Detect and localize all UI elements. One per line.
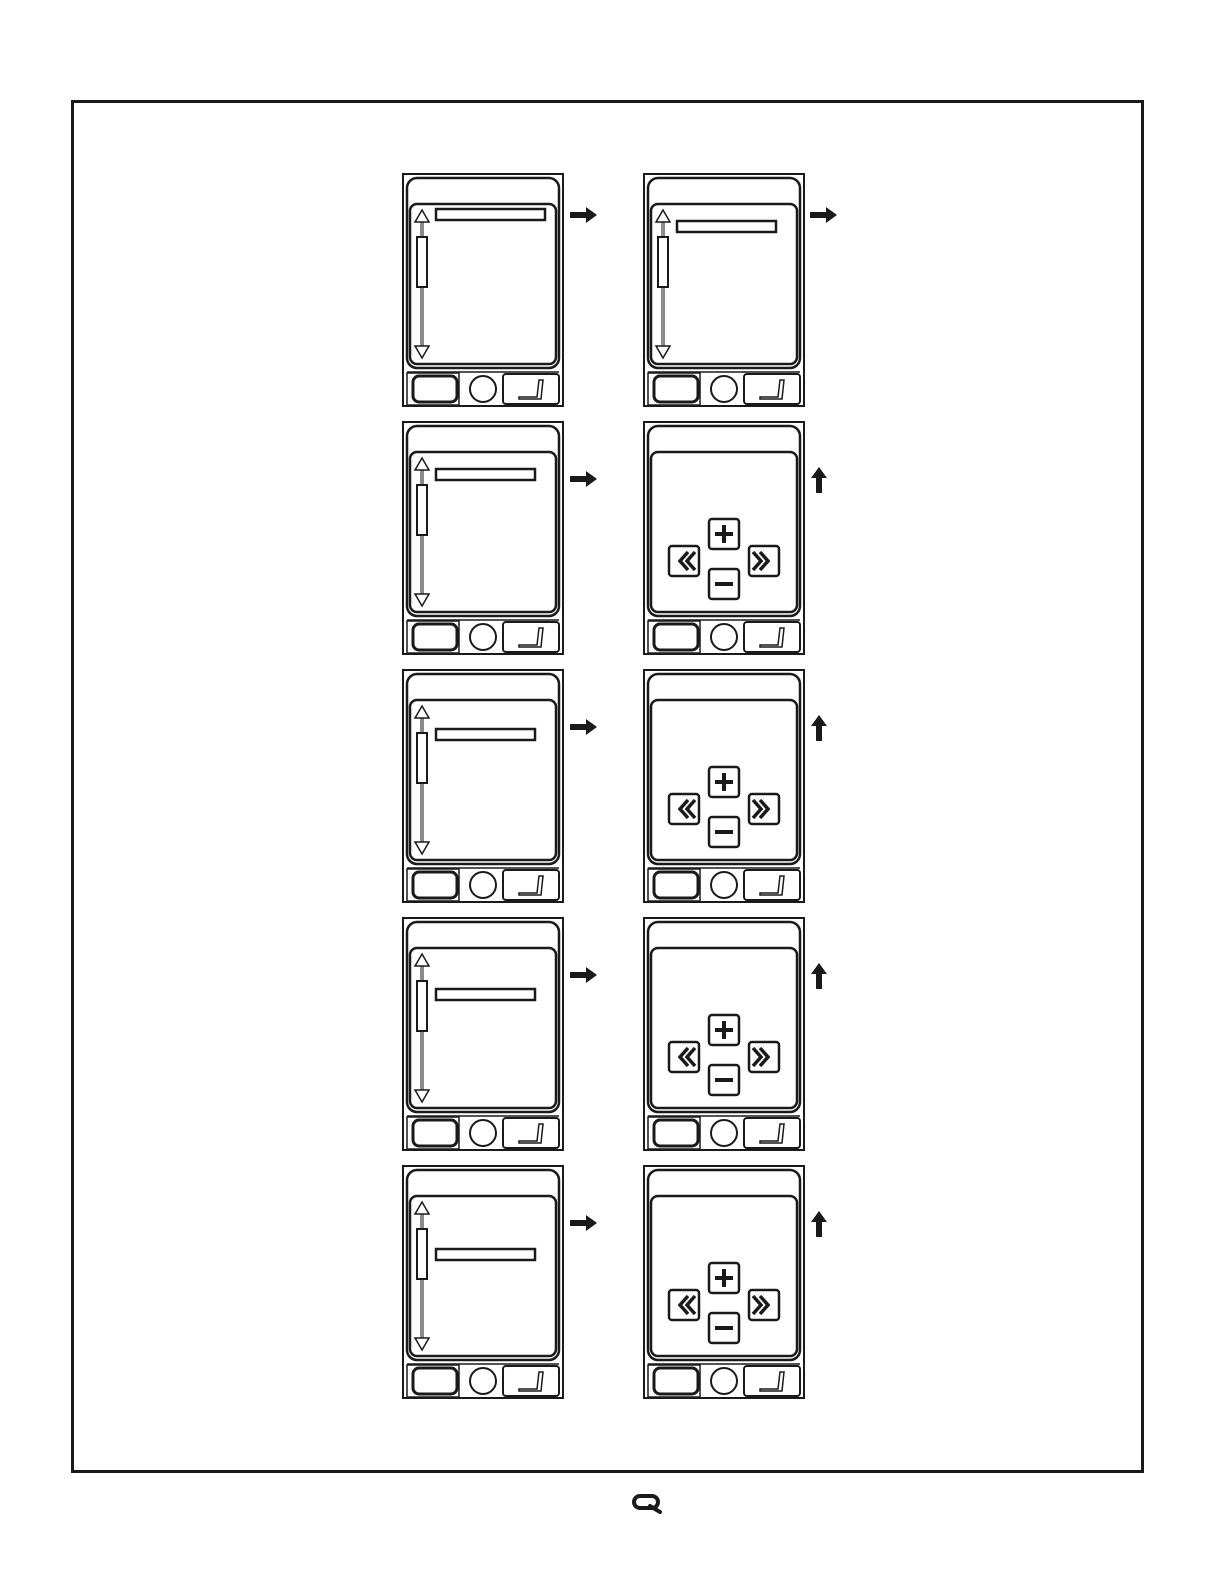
chevron-left-icon[interactable] [669,1042,699,1072]
right-device-row-1 [644,174,804,406]
menu-highlight-bar[interactable] [436,729,535,740]
chevron-right-icon[interactable] [749,546,779,576]
scroll-thumb[interactable] [417,237,427,287]
chevron-right-icon[interactable] [749,794,779,824]
chevron-left-icon[interactable] [669,794,699,824]
left-device-row-3 [403,670,563,902]
scroll-thumb[interactable] [417,981,427,1031]
menu-highlight-bar[interactable] [677,221,776,232]
arrow-up-icon [811,963,827,989]
left-device-row-2 [403,422,563,654]
right-device-row-4 [644,918,804,1150]
scroll-thumb[interactable] [417,485,427,535]
menu-highlight-bar[interactable] [436,989,535,1000]
menu-highlight-bar[interactable] [436,469,535,480]
right-device-row-5 [644,1166,804,1398]
left-device-row-4 [403,918,563,1150]
chevron-left-icon[interactable] [669,546,699,576]
scroll-thumb[interactable] [417,1229,427,1279]
left-device-row-1 [403,174,563,406]
q-logo-icon [632,1494,664,1514]
right-device-row-3 [644,670,804,902]
device-body [403,422,563,654]
scroll-thumb[interactable] [658,237,668,287]
arrow-up-icon [811,467,827,493]
arrow-up-icon [811,715,827,741]
menu-highlight-bar[interactable] [436,1249,535,1260]
arrow-right-icon [570,1215,597,1231]
chevron-right-icon[interactable] [749,1290,779,1320]
arrow-right-icon [570,967,597,983]
arrow-right-icon [810,207,837,223]
device-body [644,174,804,406]
chevron-right-icon[interactable] [749,1042,779,1072]
arrow-up-icon [811,1211,827,1237]
chevron-left-icon[interactable] [669,1290,699,1320]
device-body [403,1166,563,1398]
left-device-row-5 [403,1166,563,1398]
arrow-right-icon [570,719,597,735]
arrow-right-icon [570,471,597,487]
device-body [403,670,563,902]
scroll-thumb[interactable] [417,733,427,783]
menu-highlight-bar[interactable] [436,209,545,220]
arrow-right-icon [570,207,597,223]
right-device-row-2 [644,422,804,654]
device-body [403,918,563,1150]
